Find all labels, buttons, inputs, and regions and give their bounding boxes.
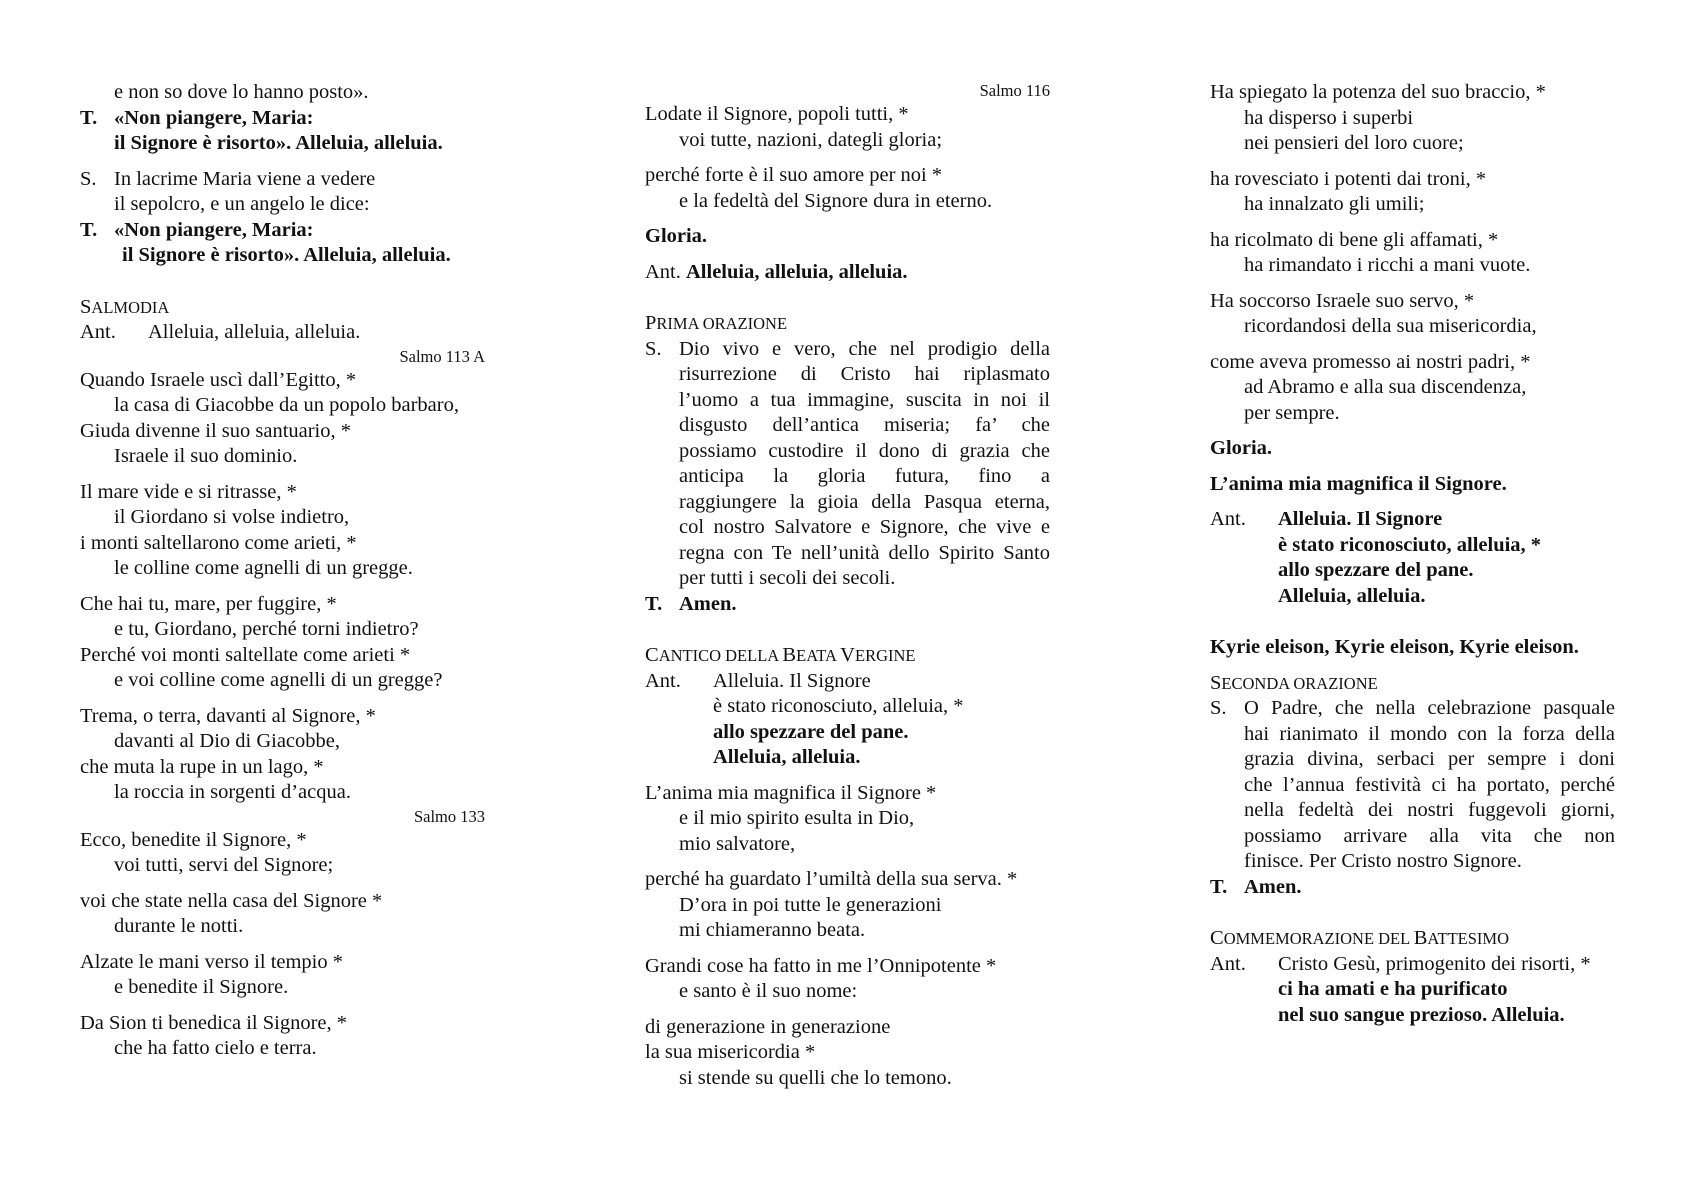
stanza: di generazione in generazione la sua misericordia * si stende su quelli che lo temono. [645, 1015, 952, 1089]
verse-line: «Non piangere, Maria: [114, 106, 314, 129]
stanza: Trema, o terra, davanti al Signore, * davanti al Dio di Giacobbe, che muta la rupe in un lago, * la roccia in sorgenti d’acqua. [80, 704, 376, 803]
column-right [1210, 80, 1615, 1028]
stanza: Alzate le mani verso il tempio * e benedite il Signore. [80, 950, 344, 998]
stanza: Da Sion ti benedica il Signore, * che ha fatto cielo e terra. [80, 1011, 348, 1059]
verse-line: e non so dove lo hanno posto». [114, 81, 369, 103]
antiphon: Ant. Alleluia, alleluia, alleluia. [80, 320, 485, 346]
speaker-label: S. [1210, 697, 1227, 719]
section-heading-cantico: CANTICO DELLA BEATA VERGINE [645, 644, 916, 666]
antiphon-label: Ant. [645, 669, 681, 692]
stanza: ha rovesciato i potenti dai troni, * ha innalzato gli umili; [1210, 167, 1487, 215]
stanza: perché forte è il suo amore per noi * e la fedeltà del Signore dura in eterno. [645, 164, 993, 212]
gloria: Gloria. [1210, 437, 1273, 459]
stanza: Che hai tu, mare, per fuggire, * e tu, Giordano, perché torni indietro? Perché voi monti saltellate come arieti * e voi colline come agnelli di un gregge? [80, 592, 443, 691]
verse-line: «Non piangere, Maria: [114, 218, 314, 241]
section-heading-salmodia: SALMODIA [80, 295, 170, 318]
stanza: L’anima mia magnifica il Signore * e il mio spirito esulta in Dio, mio salvatore, [645, 781, 937, 855]
stanza: Lodate il Signore, popoli tutti, * voi tutte, nazioni, dategli gloria; [645, 103, 943, 151]
prayer-block: S. Dio vivo e vero, che nel prodigio della risurrezione di Cristo hai riplasmato l’uomo a tua immagine, suscita in noi il disgusto dell’antica miseria; fa’ che possiamo custodire il dono di grazia che anticipa la gloria futura, fino a raggiungere la gioia della Pasqua eterna, col nostro Salvatore e Signore, che vive e regna con Te nell’unità dello Spirito Santo per tutti i secoli dei secoli. [645, 337, 1050, 592]
stanza: voi che state nella casa del Signore * durante le notti. [80, 889, 383, 937]
magnificat-closing: L’anima mia magnifica il Signore. [1210, 472, 1507, 495]
kyrie: Kyrie eleison, Kyrie eleison, Kyrie eleison. [1210, 636, 1579, 658]
psalm-reference: Salmo 133 [413, 806, 485, 826]
response-block [80, 106, 485, 157]
speaker-label: T. [645, 592, 663, 615]
verse-line: In lacrime Maria viene a vedere [114, 167, 376, 190]
antiphon-label: Ant. [645, 260, 681, 283]
speaker-label: S. [80, 167, 97, 190]
speaker-label: T. [80, 106, 98, 129]
psalm-reference: Salmo 113 A [399, 346, 485, 366]
section-heading-seconda-orazione: SECONDA ORAZIONE [1210, 671, 1378, 694]
antiphon-label: Ant. [1210, 952, 1246, 975]
speaker-label: T. [80, 218, 98, 241]
speaker-label: S. [645, 337, 662, 360]
section-heading-commemorazione: COMMEMORAZIONE DEL BATTESIMO [1210, 927, 1510, 949]
psalm-reference: Salmo 116 [979, 81, 1050, 100]
stanza: ha ricolmato di bene gli affamati, * ha rimandato i ricchi a mani vuote. [1210, 228, 1531, 276]
stanza: Ha soccorso Israele suo servo, * ricordandosi della sua misericordia, [1210, 289, 1537, 337]
prayer-block: S. O Padre, che nella celebrazione pasquale hai rianimato il mondo con la forza della grazia divina, serbaci per sempre i doni che l’annua festività ci ha portato, perché nella fedeltà dei nostri fuggevoli giorni, possiamo arrivare alla vita che non finisce. Per Cristo nostro Signore. [1210, 696, 1615, 875]
stanza: Ha spiegato la potenza del suo braccio, * ha disperso i superbi nei pensieri del loro cuore; [1210, 81, 1546, 154]
verse-line: il Signore è risorto». Alleluia, alleluia. [114, 132, 443, 154]
stanza: Grandi cose ha fatto in me l’Onnipotente * e santo è il suo nome: [645, 954, 997, 1002]
speaker-label: T. [1210, 875, 1228, 898]
antiphon: Ant. Alleluia. Il Signore è stato riconosciuto, alleluia, * allo spezzare del pane. Alleluia, alleluia. [1210, 507, 1615, 609]
antiphon: Ant. Alleluia. Il Signore è stato riconosciuto, alleluia, * allo spezzare del pane. Alleluia, alleluia. [645, 669, 1050, 771]
verse-line: il Signore è risorto». Alleluia, alleluia. [122, 244, 451, 266]
stanza: come aveva promesso ai nostri padri, * ad Abramo e alla sua discendenza, per sempre. [1210, 350, 1531, 424]
stanza: perché ha guardato l’umiltà della sua serva. * D’ora in poi tutte le generazioni mi chiameranno beata. [645, 868, 1018, 941]
column-left [80, 80, 485, 1062]
reading-block [80, 167, 485, 218]
response-block [80, 218, 485, 269]
column-middle [645, 80, 1050, 1091]
antiphon: Ant. Alleluia, alleluia, alleluia. [645, 260, 908, 283]
antiphon-label: Ant. [80, 321, 116, 343]
response-block: T. Amen. [645, 592, 1050, 618]
antiphon: Ant. Cristo Gesù, primogenito dei risorti, * ci ha amati e ha purificato nel suo sangue prezioso. Alleluia. [1210, 952, 1615, 1029]
stanza: Ecco, benedite il Signore, * voi tutti, servi del Signore; [80, 828, 334, 876]
response-block: T. Amen. [1210, 875, 1615, 901]
section-heading-prima-orazione: PRIMA ORAZIONE [645, 312, 788, 334]
antiphon-label: Ant. [1210, 508, 1246, 530]
gloria: Gloria. [645, 225, 708, 247]
stanza: Quando Israele uscì dall’Egitto, * la casa di Giacobbe da un popolo barbaro, Giuda divenne il suo santuario, * Israele il suo dominio. [80, 368, 459, 467]
stanza: Il mare vide e si ritrasse, * il Giordano si volse indietro, i monti saltellarono come arieti, * le colline come agnelli di un gregge. [80, 480, 413, 579]
verse-line: il sepolcro, e un angelo le dice: [114, 193, 370, 215]
